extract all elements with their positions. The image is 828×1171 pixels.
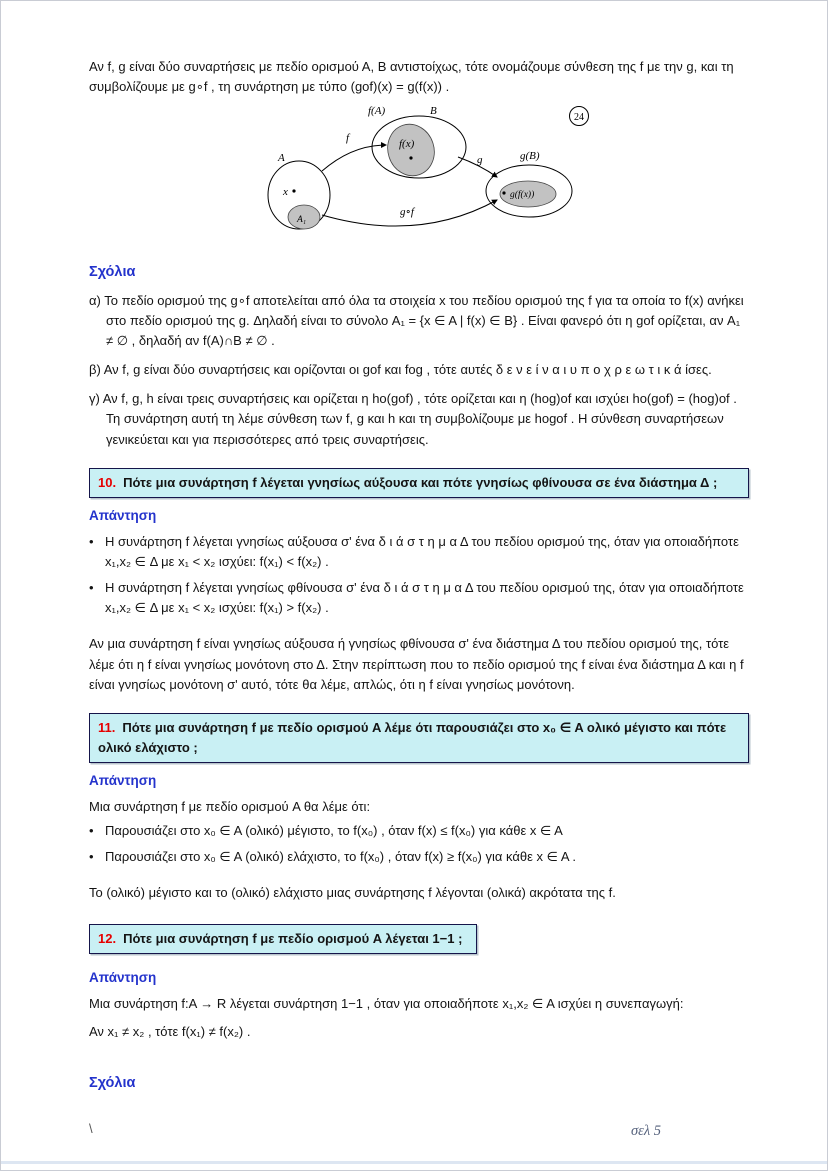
answer-11-lead: Μια συνάρτηση f με πεδίο ορισμού A θα λέμε ότι: (89, 798, 371, 814)
label-B: B (430, 105, 437, 118)
point-gfx-dot (502, 192, 505, 195)
scholia-heading-2: Σχόλια (89, 1074, 136, 1091)
label-fA: f(A) (368, 105, 386, 118)
answer-10-bullet-2-text: Η συνάρτηση f λέγεται γνησίως φθίνουσα σ' ένα δ ι ά σ τ η μ α Δ του πεδίου ορισμού της, όταν για οποιαδήποτε x₁,x₂ ∈ Δ με x₁ < x₂ ισχύει: f(x₁) > f(x₂) . (105, 580, 744, 616)
figure-number: 24 (574, 112, 584, 124)
label-A: A (278, 152, 285, 165)
bottom-rule (1, 1161, 827, 1164)
page-content (89, 57, 749, 1101)
question-box-12 (89, 924, 477, 954)
answer-10-bullet-1-text: Η συνάρτηση f λέγεται γνησίως αύξουσα σ' ένα δ ι ά σ τ η μ α Δ του πεδίου ορισμού της, όταν για οποιαδήποτε x₁,x₂ ∈ Δ με x₁ < x₂ ισχύει: f(x₁) < f(x₂) . (105, 533, 739, 569)
note-alpha: α) Το πεδίο ορισμού της g∘f αποτελείται από όλα τα στοιχεία x του πεδίου ορισμού της f για τα οποία το f(x) ανήκει στο πεδίο ορισμού της g. Δηλαδή είναι το σύνολο A₁ = {x ∈ A | f(x) ∈ B} . Είναι φανερό ότι η gof ορίζεται, αν A₁ ≠ ∅ , δηλαδή αν f(A)∩B ≠ ∅ . (89, 292, 744, 349)
point-fx-dot (409, 157, 412, 160)
answer-11-bullet-1 (89, 821, 749, 841)
bullet-icon: • (89, 580, 94, 596)
question-12-text: Πότε μια συνάρτηση f με πεδίο ορισμού A λέγεται 1−1 ; (123, 930, 463, 946)
extrema-note: Το (ολικό) μέγιστο και το (ολικό) ελάχιστο μιας συνάρτησης f λέγονται (ολικά) ακρότατα της f. (89, 885, 616, 901)
label-x: x (283, 186, 288, 199)
answer-11-bullet-2-text: Παρουσιάζει στο x₀ ∈ A (ολικό) ελάχιστο, το f(x₀) , όταν f(x) ≥ f(x₀) για κάθε x ∈ A . (105, 849, 577, 865)
question-10-number: 10. (98, 474, 117, 490)
label-gof: g∘f (400, 206, 414, 219)
question-box-10 (89, 468, 749, 498)
answer-heading-11: Απάντηση (89, 773, 157, 789)
label-g: g (477, 154, 483, 167)
question-10-text: Πότε μια συνάρτηση f λέγεται γνησίως αύξουσα και πότε γνησίως φθίνουσα σε ένα διάστημα Δ ; (123, 474, 718, 490)
label-A1: A₁ (297, 215, 307, 226)
answer-12-line-2: Αν x₁ ≠ x₂ , τότε f(x₁) ≠ f(x₂) . (89, 1023, 251, 1039)
question-11-number: 11. (98, 719, 116, 735)
answer-heading-10: Απάντηση (89, 507, 157, 523)
footer-mark: \ (89, 1121, 93, 1136)
answer-12-line-1: Μια συνάρτηση f:A → R λέγεται συνάρτηση 1−1 , όταν για οποιαδήποτε x₁,x₂ ∈ A ισχύει η συνεπαγωγή: (89, 995, 684, 1011)
note-gamma: γ) Αν f, g, h είναι τρεις συναρτήσεις και ορίζεται η ho(gof) , τότε ορίζεται και η (hog)of και ισχύει ho(gof) = (hog)of . Τη συνάρτηση αυτή τη λέμε σύνθεση των f, g και h και τη συμβολίζουμε με hogof . Η σύνθεση συναρτήσεων γενικεύεται και για περισσότερες από τρεις συναρτήσεις. (89, 391, 737, 447)
bullet-icon: • (89, 849, 94, 865)
bullet-icon: • (89, 533, 94, 549)
page-number: σελ 5 (631, 1123, 662, 1139)
answer-10-bullet-2 (89, 578, 749, 618)
answer-10-bullet-1 (89, 532, 749, 572)
intro-paragraph: Αν f, g είναι δύο συναρτήσεις με πεδίο ορισμού Α, Β αντιστοίχως, τότε ονομάζουμε σύνθεση της f με την g, και τη συμβολίζουμε με g∘f , τη συνάρτηση με τύπο (gof)(x) = g(f(x)) . (89, 59, 734, 95)
question-12-number: 12. (98, 930, 117, 946)
answer-11-bullet-1-text: Παρουσιάζει στο x₀ ∈ A (ολικό) μέγιστο, το f(x₀) , όταν f(x) ≤ f(x₀) για κάθε x ∈ A (105, 823, 563, 839)
question-11-text: Πότε μια συνάρτηση f με πεδίο ορισμού A λέμε ότι παρουσιάζει στο x₀ ∈ A ολικό μέγιστο και πότε ολικό ελάχιστο ; (98, 719, 727, 755)
label-gB: g(B) (520, 150, 540, 163)
composition-figure (89, 101, 749, 247)
bullet-icon: • (89, 823, 94, 839)
question-box-11 (89, 713, 749, 763)
composition-diagram-svg (234, 101, 654, 247)
label-f: f (346, 132, 350, 145)
label-fx: f(x) (399, 138, 415, 151)
monotonicity-note: Αν μια συνάρτηση f είναι γνησίως αύξουσα ή γνησίως φθίνουσα σ' ένα διάστημα Δ του πεδίου ορισμού της, τότε λέμε ότι η f είναι γνησίως μονότονη στο Δ. Στην περίπτωση που το πεδίο ορισμού της f είναι ένα διάστημα Δ και η f είναι γνησίως μονότονη σ' αυτό, τότε θα λέμε, απλώς, ότι η f είναι γνησίως μονότονη. (89, 636, 744, 692)
label-gfx: g(f(x)) (510, 190, 535, 201)
scholia-heading: Σχόλια (89, 264, 136, 281)
note-beta: β) Αν f, g είναι δύο συναρτήσεις και ορίζονται οι gof και fog , τότε αυτές δ ε ν ε ί ν α ι υ π ο χ ρ ε ω τ ι κ ά ίσες. (89, 362, 712, 378)
answer-heading-12: Απάντηση (89, 969, 157, 985)
answer-11-bullet-2 (89, 847, 749, 867)
point-x-dot (292, 190, 295, 193)
